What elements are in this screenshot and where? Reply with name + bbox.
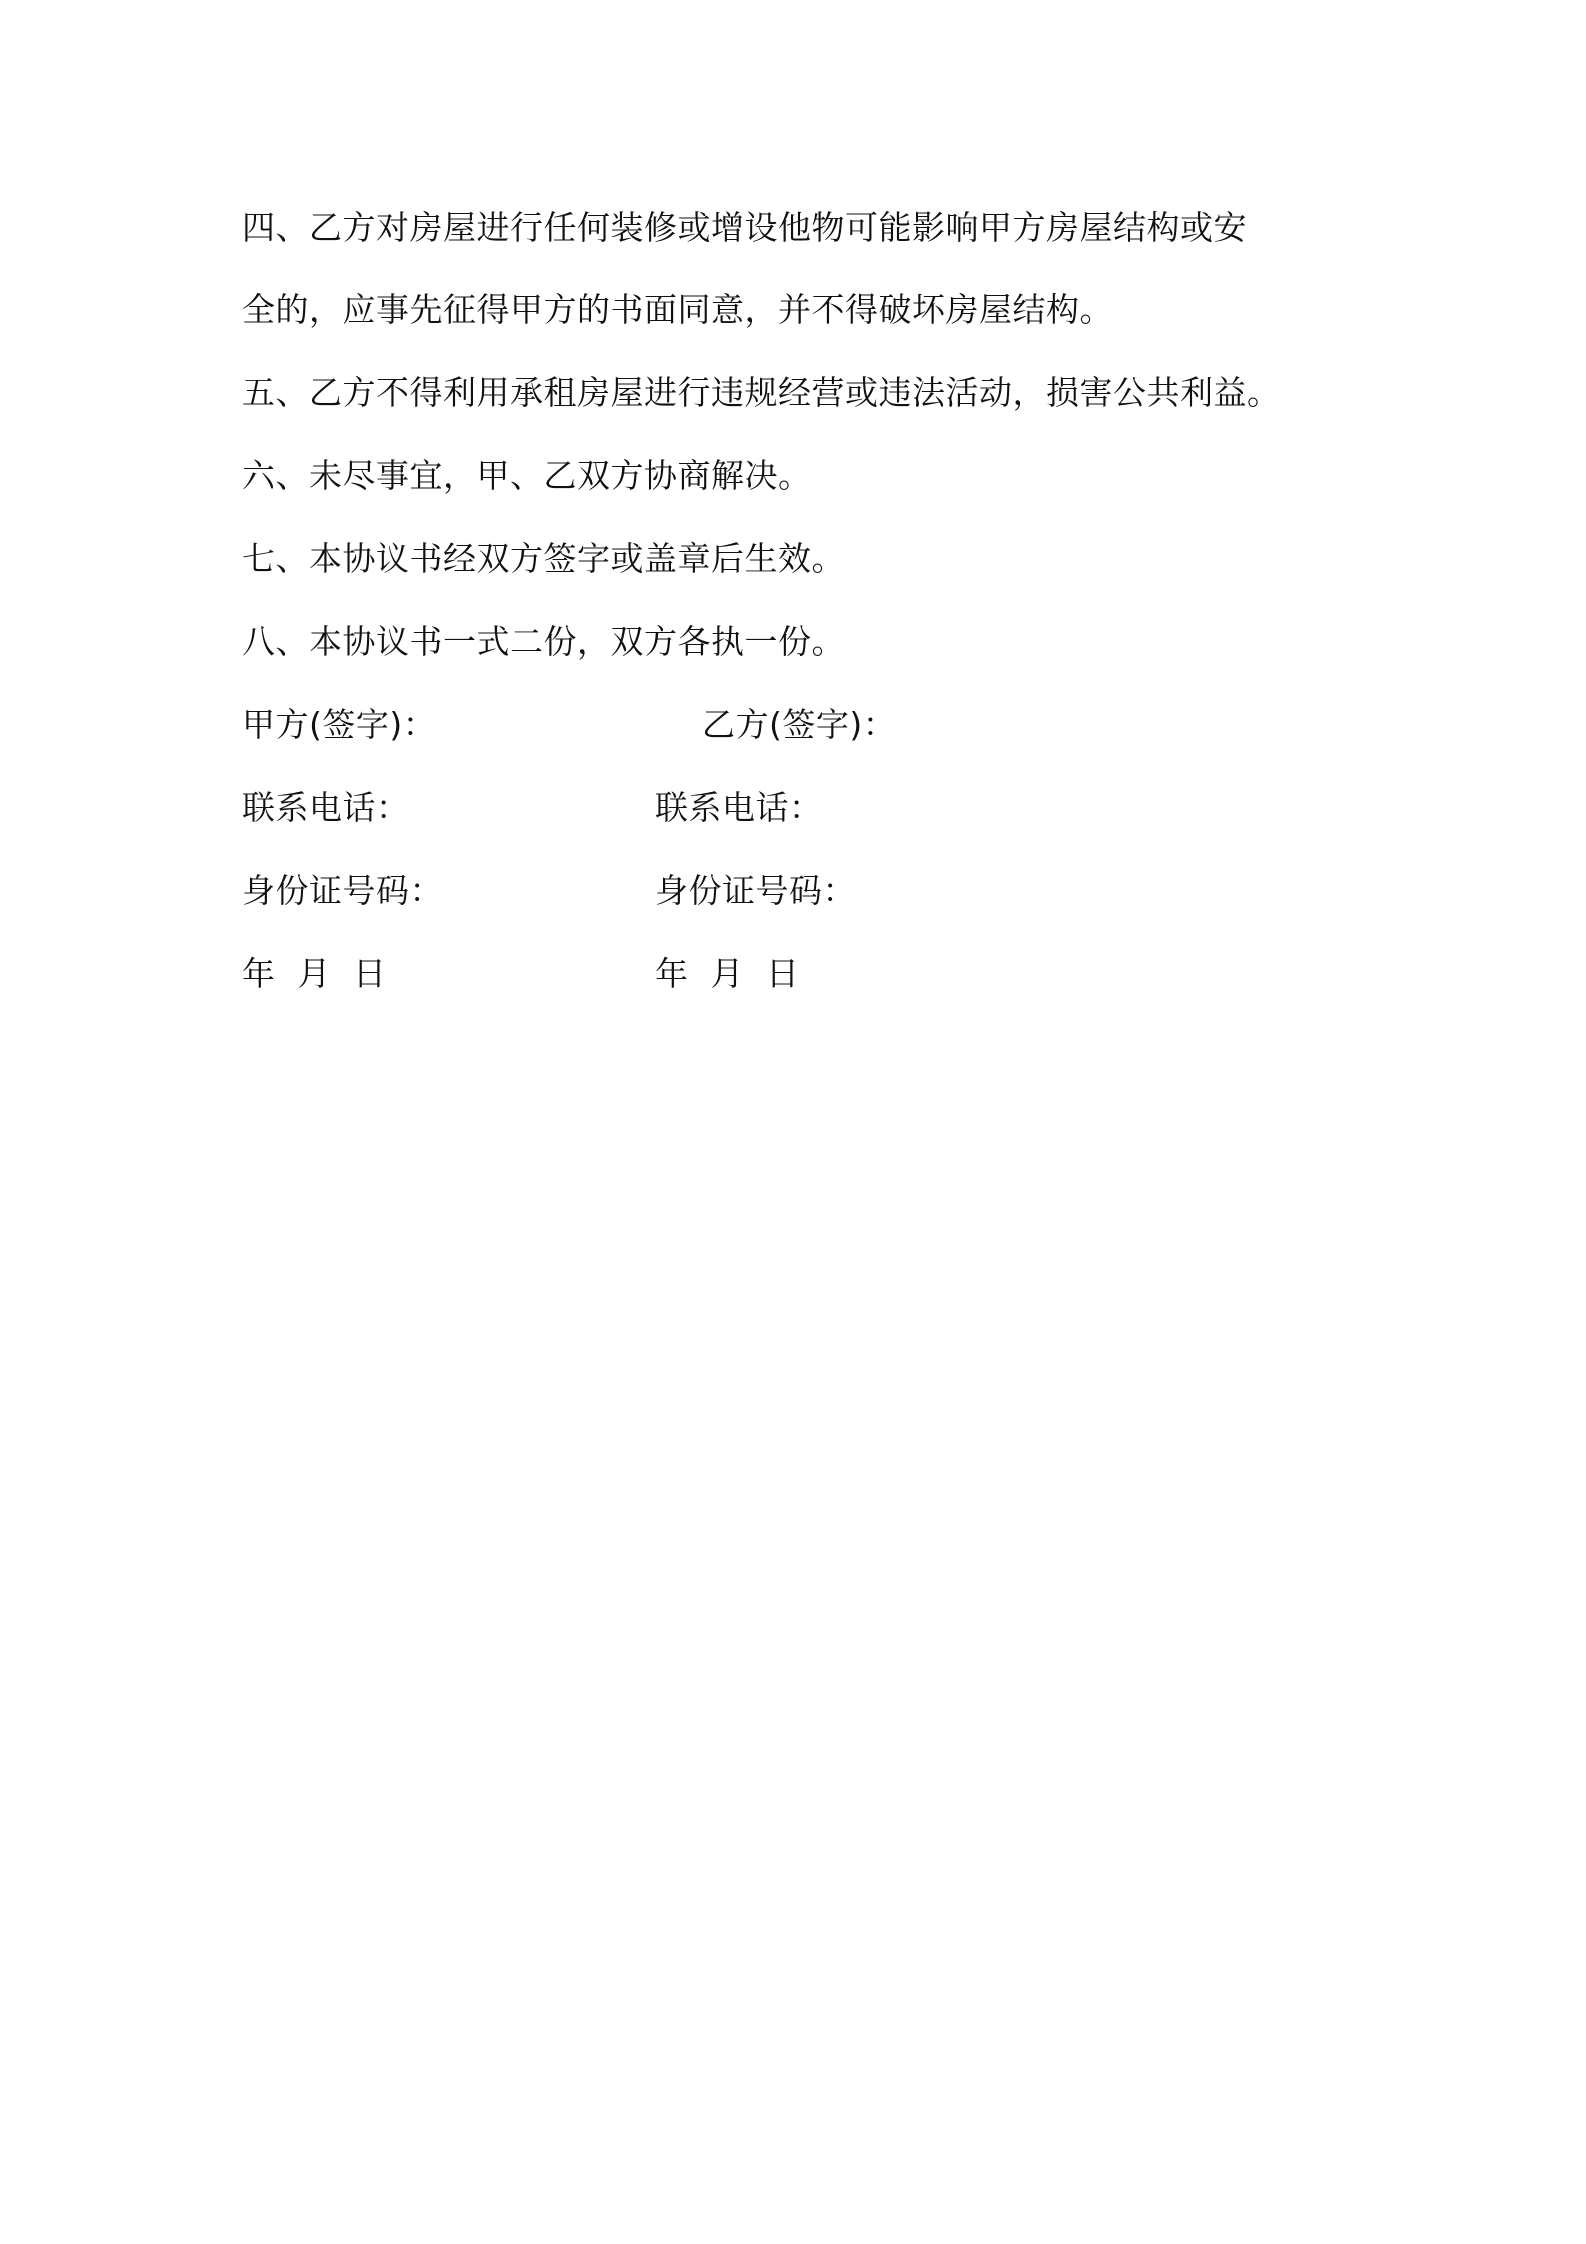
party-a-date-month: 月 <box>297 954 331 993</box>
clause-5: 五、乙方不得利用承租房屋进行违规经营或违法活动，损害公共利益。 <box>242 373 1281 412</box>
party-b-date-month: 月 <box>710 954 744 993</box>
party-b-signature-label: 乙方(签字)： <box>702 705 897 744</box>
party-b-date <box>655 954 800 994</box>
party-a-phone-label: 联系电话： <box>242 788 410 827</box>
clause-7: 七、本协议书经双方签字或盖章后生效。 <box>242 539 845 578</box>
party-a-date-day: 日 <box>353 954 387 993</box>
clause-8: 八、本协议书一式二份，双方各执一份。 <box>242 622 845 661</box>
clause-6: 六、未尽事宜，甲、乙双方协商解决。 <box>242 456 812 495</box>
party-b-phone-label: 联系电话： <box>655 788 823 827</box>
party-a-date-year: 年 <box>242 954 276 993</box>
party-b-id-label: 身份证号码： <box>655 871 856 910</box>
party-b-date-day: 日 <box>766 954 800 993</box>
party-a-id-label: 身份证号码： <box>242 871 443 910</box>
clause-4-line-1: 四、乙方对房屋进行任何装修或增设他物可能影响甲方房屋结构或安 <box>242 208 1247 247</box>
clause-4-line-2: 全的，应事先征得甲方的书面同意，并不得破坏房屋结构。 <box>242 290 1113 329</box>
party-b-date-year: 年 <box>655 954 689 993</box>
party-a-date <box>242 954 387 994</box>
party-a-signature-label: 甲方(签字)： <box>242 705 437 744</box>
